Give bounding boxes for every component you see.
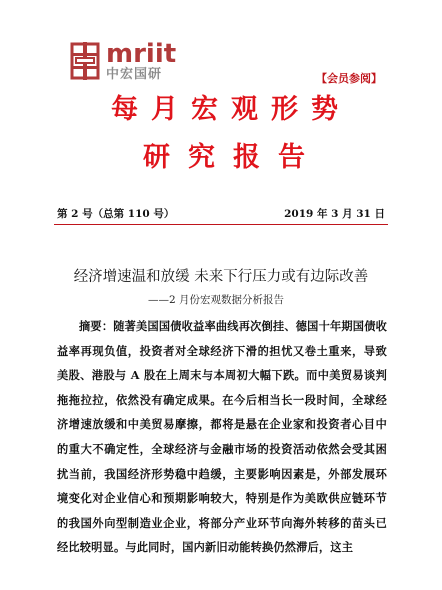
report-title-line2: 研究报告 [143, 142, 323, 173]
logo-text: mriit [106, 39, 177, 69]
report-title-line1: 每月宏观形势 [111, 94, 351, 125]
issue-row [57, 206, 385, 222]
article-title: 经济增速温和放缓 未来下行压力或有边际改善 [73, 269, 369, 285]
article-abstract: 摘要：随著美国国债收益率曲线再次倒挂、德国十年期国债收益率再现负值，投资者对全球经济下滑的担忧又卷土重来，导致美股、港股与 A 股在上周末与本周初大幅下跌。而中美贸易谈判拖拖拉拉，依然没有确定成果。在今后相当长一段时间，全球经济增速放缓和中美贸易摩擦，都将是悬在企业家和投资者心目中的重大不确定性，全球经济与金融市场的投资活动依然会受其困扰当前，我国经济形势稳中趋缓，主要影响因素是，外部发展环境变化对企业信心和预期影响较大，特别是作为美欧供应链环节的我国外向型制造业企业，将部分产业环节向海外转移的苗头已经比较明显。与此同时，国内新旧动能转换仍然滞后，这主 [57, 319, 387, 555]
header-divider [54, 224, 388, 225]
logo-mark-icon [70, 42, 100, 80]
member-tag: 【会员参阅】 [316, 72, 382, 85]
mriit-logo [70, 40, 180, 84]
issue-number: 第 2 号（总第 110 号） [57, 208, 175, 220]
issue-date: 2019 年 3 月 31 日 [284, 208, 385, 220]
article-subtitle: ——2 月份宏观数据分析报告 [148, 294, 285, 306]
logo-subtext: 中宏国研 [106, 67, 163, 82]
